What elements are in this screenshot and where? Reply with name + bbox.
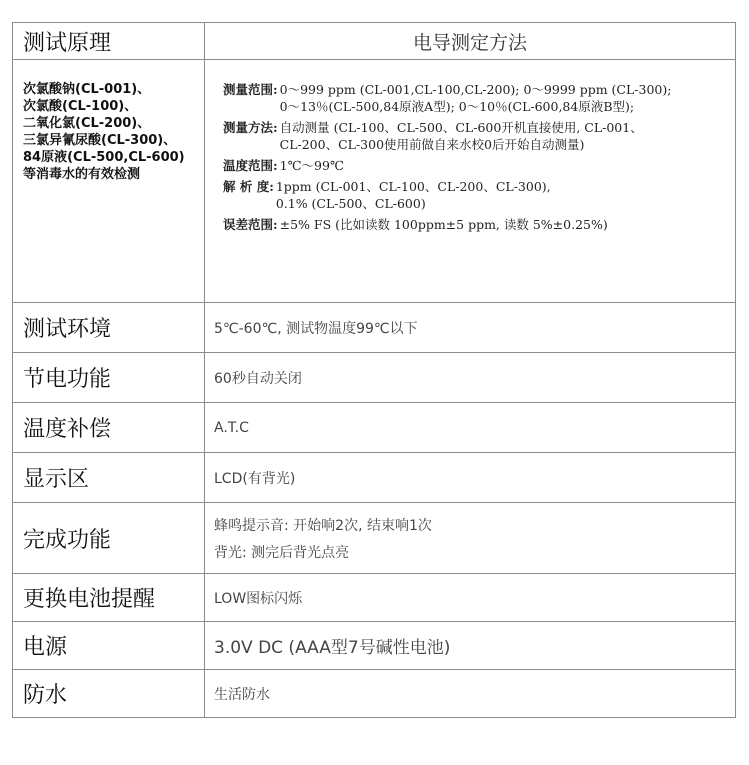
spec-table: [12, 22, 736, 718]
error-range-value: ±5% FS (比如读数 100ppm±5 ppm, 读数 5%±0.25%): [279, 217, 608, 232]
measure-range-label: 测量范围:: [223, 82, 278, 97]
principle-label: 测试原理: [13, 23, 205, 60]
resolution-line: 0.1% (CL-500、CL-600): [275, 196, 426, 211]
applicable-line: 二氧化氯(CL-200)、: [23, 116, 151, 131]
applicable-disinfectants: [13, 60, 205, 303]
row-value: 5℃-60℃, 测试物温度99℃以下: [205, 303, 736, 353]
applicable-line: 三氯异氰尿酸(CL-300)、: [23, 133, 177, 148]
principle-title: 电导测定方法: [205, 23, 736, 60]
table-row: [13, 503, 736, 574]
row-value: 60秒自动关闭: [205, 353, 736, 403]
applicable-line: 等消毒水的有效检测: [23, 167, 141, 182]
resolution-label: 解 析 度:: [223, 179, 274, 194]
measure-range-line: 0～999 ppm (CL-001,CL-100,CL-200); 0～9999 ppm (CL-300);: [279, 82, 672, 97]
row-label: 测试环境: [13, 303, 205, 353]
temp-range-value: 1℃～99℃: [279, 158, 344, 173]
row-value: A.T.C: [205, 403, 736, 453]
row-label: 更换电池提醒: [13, 574, 205, 622]
temp-range-label: 温度范围:: [223, 158, 278, 173]
row-label: 电源: [13, 622, 205, 670]
table-row: [13, 670, 736, 718]
row-label: 完成功能: [13, 503, 205, 574]
measure-method-line: 自动测量 (CL-100、CL-500、CL-600开机直接使用, CL-001、: [279, 120, 643, 135]
measure-range: [223, 81, 729, 115]
measure-range-line: 0～13％(CL-500,84原液A型); 0～10％(CL-600,84原液B型);: [279, 99, 635, 114]
row-label: 防水: [13, 670, 205, 718]
resolution: [223, 178, 729, 212]
applicable-line: 84原液(CL-500,CL-600): [23, 150, 185, 165]
table-row-header: [13, 23, 736, 60]
error-range-label: 误差范围:: [223, 217, 278, 232]
temp-range: [223, 157, 729, 174]
error-range: [223, 216, 729, 233]
row-value: 生活防水: [205, 670, 736, 718]
row-value: LOW图标闪烁: [205, 574, 736, 622]
row-label: 节电功能: [13, 353, 205, 403]
table-row: [13, 453, 736, 503]
row-value: LCD(有背光): [205, 453, 736, 503]
measure-method-line: CL-200、CL-300使用前做自来水校0后开始自动测量): [279, 137, 585, 152]
measure-method-label: 测量方法:: [223, 120, 278, 135]
applicable-line: 次氯酸钠(CL-001)、: [23, 82, 151, 97]
table-row: [13, 303, 736, 353]
row-value: 3.0V DC (AAA型7号碱性电池): [205, 622, 736, 670]
table-row: [13, 622, 736, 670]
measure-method: [223, 119, 729, 153]
principle-details: [205, 60, 736, 303]
table-row-principle: [13, 60, 736, 303]
table-row: [13, 574, 736, 622]
table-row: [13, 403, 736, 453]
table-row: [13, 353, 736, 403]
resolution-line: 1ppm (CL-001、CL-100、CL-200、CL-300),: [275, 179, 551, 194]
row-value: 蜂鸣提示音: 开始响2次, 结束响1次 背光: 测完后背光点亮: [205, 503, 736, 574]
row-label: 显示区: [13, 453, 205, 503]
row-label: 温度补偿: [13, 403, 205, 453]
applicable-line: 次氯酸(CL-100)、: [23, 99, 138, 114]
